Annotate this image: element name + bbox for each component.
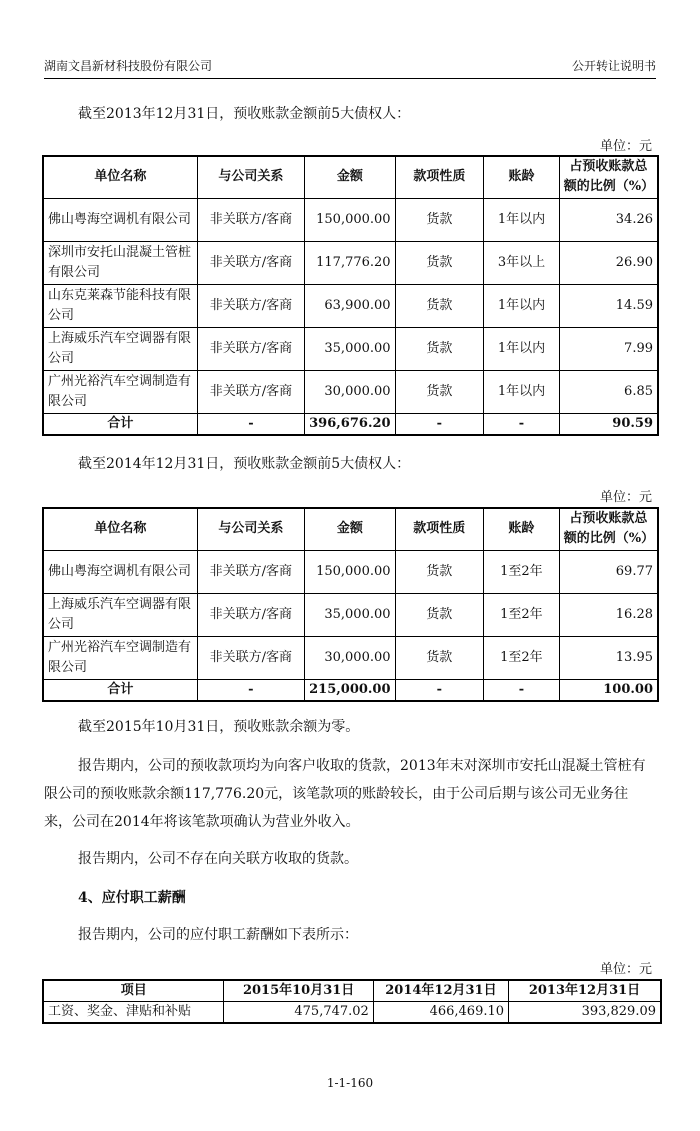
table-payroll bbox=[42, 979, 662, 1024]
cell-relation: 非关联方/客商 bbox=[197, 550, 304, 593]
cell-dash: - bbox=[395, 413, 484, 435]
col-header: 单位名称 bbox=[43, 156, 197, 198]
cell-total-amount: 215,000.00 bbox=[305, 679, 395, 701]
table-row bbox=[43, 593, 658, 636]
cell-aging: 1年以内 bbox=[484, 327, 560, 370]
col-header: 2013年12月31日 bbox=[509, 980, 661, 1002]
cell-amount: 63,900.00 bbox=[305, 284, 395, 327]
table-row bbox=[43, 327, 658, 370]
col-header: 与公司关系 bbox=[197, 156, 304, 198]
section2-unit: 单位：元 bbox=[599, 490, 652, 505]
cell-nature: 货款 bbox=[395, 550, 484, 593]
section-heading-payroll: 4、应付职工薪酬 bbox=[78, 890, 186, 906]
cell-item: 工资、奖金、津贴和补贴 bbox=[43, 1002, 224, 1024]
section1-intro: 截至2013年12月31日，预收账款金额前5大债权人： bbox=[78, 106, 411, 122]
cell-name: 佛山粤海空调机有限公司 bbox=[43, 198, 197, 241]
table-row bbox=[43, 370, 658, 413]
col-header: 占预收账款总额的比例（%） bbox=[559, 508, 658, 550]
table-2014-creditors bbox=[42, 507, 659, 702]
cell-total-amount: 396,676.20 bbox=[305, 413, 395, 435]
cell-relation: 非关联方/客商 bbox=[197, 284, 304, 327]
cell-ratio: 16.28 bbox=[559, 593, 658, 636]
cell-name: 深圳市安托山混凝土管桩有限公司 bbox=[43, 241, 197, 284]
cell-ratio: 69.77 bbox=[559, 550, 658, 593]
cell-total-label: 合计 bbox=[43, 413, 197, 435]
cell-ratio: 6.85 bbox=[559, 370, 658, 413]
cell-value-2013: 393,829.09 bbox=[509, 1002, 661, 1024]
cell-total-ratio: 90.59 bbox=[559, 413, 658, 435]
cell-total-label: 合计 bbox=[43, 679, 197, 701]
cell-nature: 货款 bbox=[395, 241, 484, 284]
col-header: 账龄 bbox=[484, 156, 560, 198]
section2-intro: 截至2014年12月31日，预收账款金额前5大债权人： bbox=[78, 456, 411, 472]
cell-dash: - bbox=[484, 679, 560, 701]
para-report-period: 报告期内，公司的预收款项均为向客户收取的货款，2013年末对深圳市安托山混凝土管桩有限公司的预收账款余额117,776.20元，该笔款项的账龄较长，由于公司后期与该公司无业务往来，公司在2014年将该笔款项确认为营业外收入。 bbox=[44, 758, 646, 830]
cell-amount: 30,000.00 bbox=[305, 636, 395, 679]
cell-amount: 30,000.00 bbox=[305, 370, 395, 413]
cell-name: 上海威乐汽车空调器有限公司 bbox=[43, 593, 197, 636]
cell-aging: 3年以上 bbox=[484, 241, 560, 284]
cell-name: 广州光裕汽车空调制造有限公司 bbox=[43, 370, 197, 413]
cell-nature: 货款 bbox=[395, 593, 484, 636]
cell-dash: - bbox=[395, 679, 484, 701]
cell-nature: 货款 bbox=[395, 636, 484, 679]
cell-dash: - bbox=[197, 679, 304, 701]
cell-name: 佛山粤海空调机有限公司 bbox=[43, 550, 197, 593]
cell-amount: 35,000.00 bbox=[305, 593, 395, 636]
table-row bbox=[43, 241, 658, 284]
cell-ratio: 14.59 bbox=[559, 284, 658, 327]
table-row bbox=[43, 636, 658, 679]
cell-amount: 150,000.00 bbox=[305, 550, 395, 593]
cell-relation: 非关联方/客商 bbox=[197, 241, 304, 284]
col-header: 款项性质 bbox=[395, 508, 484, 550]
col-header: 占预收账款总额的比例（%） bbox=[559, 156, 658, 198]
cell-name: 广州光裕汽车空调制造有限公司 bbox=[43, 636, 197, 679]
cell-relation: 非关联方/客商 bbox=[197, 370, 304, 413]
para-related-party: 报告期内，公司不存在向关联方收取的货款。 bbox=[78, 851, 358, 867]
cell-nature: 货款 bbox=[395, 370, 484, 413]
cell-value-2014: 466,469.10 bbox=[373, 1002, 508, 1024]
page-number: 1-1-160 bbox=[326, 1076, 374, 1090]
cell-ratio: 13.95 bbox=[559, 636, 658, 679]
col-header: 2015年10月31日 bbox=[224, 980, 373, 1002]
col-header: 与公司关系 bbox=[197, 508, 304, 550]
cell-relation: 非关联方/客商 bbox=[197, 636, 304, 679]
col-header: 项目 bbox=[43, 980, 224, 1002]
cell-amount: 117,776.20 bbox=[305, 241, 395, 284]
header-company: 湖南文昌新材科技股份有限公司 bbox=[44, 59, 213, 73]
cell-aging: 1年以内 bbox=[484, 370, 560, 413]
col-header: 单位名称 bbox=[43, 508, 197, 550]
cell-aging: 1至2年 bbox=[484, 550, 560, 593]
table-row bbox=[43, 550, 658, 593]
section1-unit: 单位：元 bbox=[599, 139, 652, 154]
cell-relation: 非关联方/客商 bbox=[197, 198, 304, 241]
cell-name: 上海威乐汽车空调器有限公司 bbox=[43, 327, 197, 370]
para-payroll-intro: 报告期内，公司的应付职工薪酬如下表所示： bbox=[78, 927, 358, 943]
table-2013-creditors bbox=[42, 155, 659, 436]
col-header: 账龄 bbox=[484, 508, 560, 550]
cell-aging: 1年以内 bbox=[484, 284, 560, 327]
col-header: 金额 bbox=[305, 508, 395, 550]
cell-ratio: 34.26 bbox=[559, 198, 658, 241]
table-row bbox=[43, 284, 658, 327]
section3-unit: 单位：元 bbox=[599, 962, 652, 977]
cell-dash: - bbox=[484, 413, 560, 435]
header-rule bbox=[44, 78, 656, 79]
cell-amount: 35,000.00 bbox=[305, 327, 395, 370]
cell-aging: 1至2年 bbox=[484, 636, 560, 679]
cell-nature: 货款 bbox=[395, 284, 484, 327]
cell-dash: - bbox=[197, 413, 304, 435]
table-row bbox=[43, 198, 658, 241]
table-row bbox=[43, 1002, 661, 1024]
cell-ratio: 7.99 bbox=[559, 327, 658, 370]
para-2015-balance: 截至2015年10月31日，预收账款余额为零。 bbox=[78, 719, 360, 735]
total-row bbox=[43, 679, 658, 701]
col-header: 款项性质 bbox=[395, 156, 484, 198]
cell-value-2015: 475,747.02 bbox=[224, 1002, 373, 1024]
col-header: 金额 bbox=[305, 156, 395, 198]
page-header bbox=[44, 57, 656, 74]
cell-amount: 150,000.00 bbox=[305, 198, 395, 241]
cell-relation: 非关联方/客商 bbox=[197, 593, 304, 636]
cell-name: 山东克莱森节能科技有限公司 bbox=[43, 284, 197, 327]
col-header: 2014年12月31日 bbox=[373, 980, 508, 1002]
cell-nature: 货款 bbox=[395, 327, 484, 370]
cell-ratio: 26.90 bbox=[559, 241, 658, 284]
total-row bbox=[43, 413, 658, 435]
cell-total-ratio: 100.00 bbox=[559, 679, 658, 701]
cell-aging: 1至2年 bbox=[484, 593, 560, 636]
cell-aging: 1年以内 bbox=[484, 198, 560, 241]
cell-relation: 非关联方/客商 bbox=[197, 327, 304, 370]
header-doc-type: 公开转让说明书 bbox=[571, 59, 656, 73]
cell-nature: 货款 bbox=[395, 198, 484, 241]
